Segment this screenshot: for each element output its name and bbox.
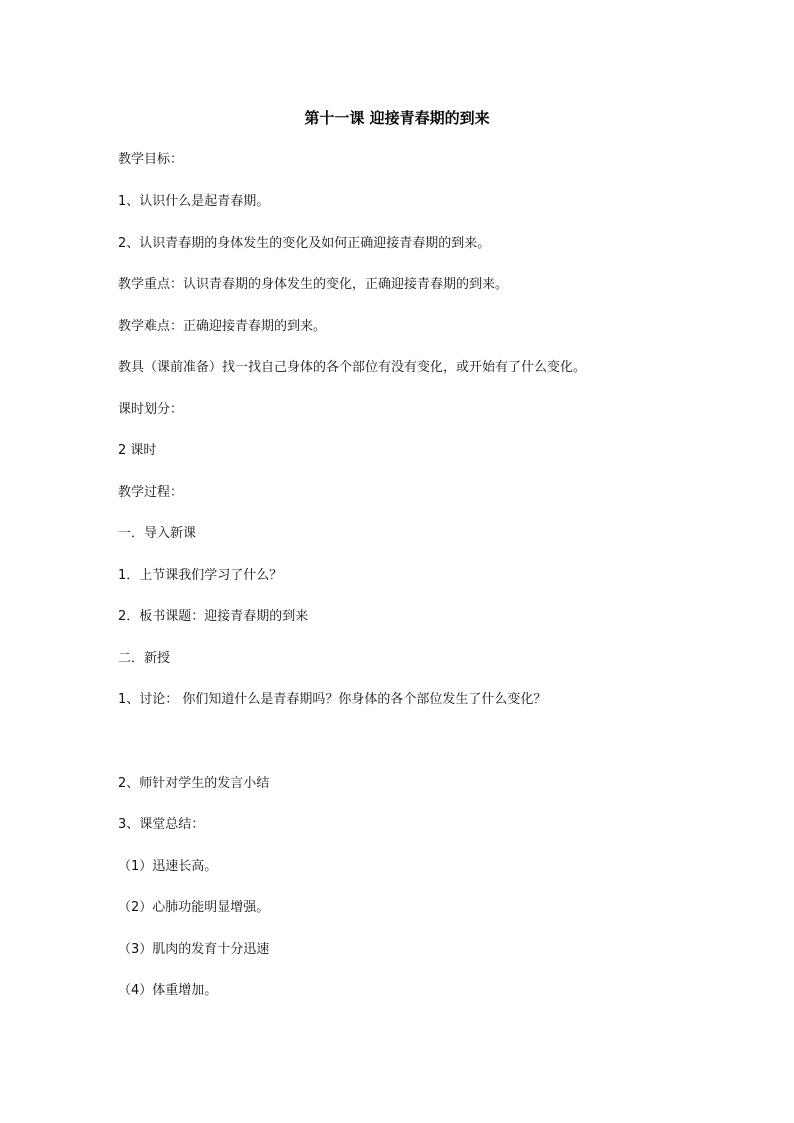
section-one-heading: 一．导入新课	[118, 526, 197, 541]
document-title: 第十一课 迎接青春期的到来	[304, 109, 490, 127]
difficult-point: 教学难点：正确迎接青春期的到来。	[118, 319, 327, 334]
summary-point-2: （2）心肺功能明显增强。	[118, 900, 270, 915]
goal-item-2: 2、认识青春期的身体发生的变化及如何正确迎接青春期的到来。	[118, 236, 491, 251]
teaching-goals-heading: 教学目标：	[118, 152, 184, 167]
section-one-item-2: 2．板书课题：迎接青春期的到来	[118, 609, 309, 624]
discussion-item: 1、讨论： 你们知道什么是青春期吗？你身体的各个部位发生了什么变化？	[118, 692, 547, 707]
section-two-heading: 二．新授	[118, 651, 171, 666]
lesson-division-heading: 课时划分：	[118, 402, 184, 417]
goal-item-1: 1、认识什么是起青春期。	[118, 194, 270, 209]
class-summary-heading: 3、课堂总结：	[118, 817, 205, 832]
summary-point-1: （1）迅速长高。	[118, 859, 218, 874]
summary-item: 2、师针对学生的发言小结	[118, 776, 270, 791]
teaching-aids: 教具（课前准备）找一找自己身体的各个部位有没有变化，或开始有了什么变化。	[118, 360, 587, 375]
summary-point-4: （4）体重增加。	[118, 983, 218, 998]
teaching-process-heading: 教学过程：	[118, 485, 184, 500]
summary-point-3: （3）肌肉的发育十分迅速	[118, 942, 270, 957]
key-point: 教学重点：认识青春期的身体发生的变化，正确迎接青春期的到来。	[118, 277, 509, 292]
section-one-item-1: 1．上节课我们学习了什么？	[118, 568, 283, 583]
lesson-count: 2 课时	[118, 443, 157, 458]
